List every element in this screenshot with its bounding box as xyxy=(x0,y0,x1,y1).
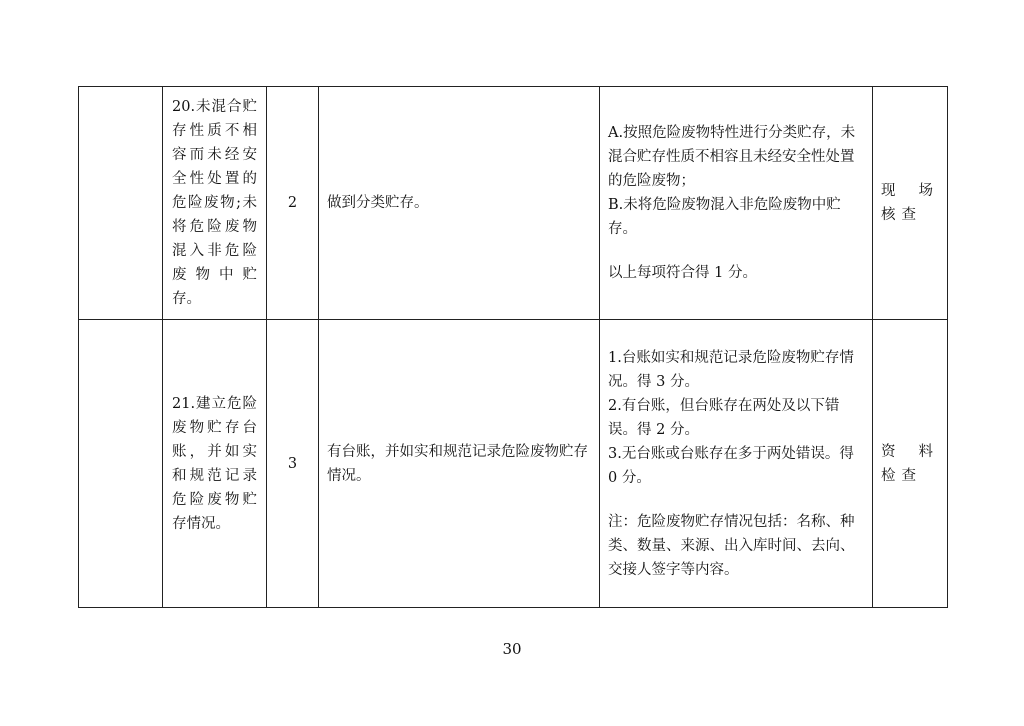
criteria-line: 3.无台账或台账存在多于两处错误。得 0 分。 xyxy=(608,445,854,486)
score-cell: 2 xyxy=(267,87,319,320)
category-cell xyxy=(79,320,163,608)
criteria-line: 1.台账如实和规范记录危险废物贮存情况。得 3 分。 xyxy=(608,349,854,390)
assessment-table xyxy=(78,86,948,608)
item-cell: 20.未混合贮存性质不相容而未经安全性处置的危险废物;未将危险废物混入非危险废物中贮存。 xyxy=(163,87,267,320)
criteria-cell xyxy=(600,87,873,320)
page-number: 30 xyxy=(502,640,522,658)
method-cell: 现场核查 xyxy=(873,87,948,320)
category-cell xyxy=(79,87,163,320)
method-cell: 资料检查 xyxy=(873,320,948,608)
criteria-line: 以上每项符合得 1 分。 xyxy=(608,265,757,281)
criteria-cell xyxy=(600,320,873,608)
criteria-line: 注：危险废物贮存情况包括：名称、种类、数量、来源、出入库时间、去向、交接人签字等内容。 xyxy=(608,513,855,578)
requirement-cell: 做到分类贮存。 xyxy=(319,87,600,320)
criteria-line: B.未将危险废物混入非危险废物中贮存。 xyxy=(608,197,841,237)
score-cell: 3 xyxy=(267,320,319,608)
table-row xyxy=(79,320,948,608)
item-cell: 21.建立危险废物贮存台账，并如实和规范记录危险废物贮存情况。 xyxy=(163,320,267,608)
table-row xyxy=(79,87,948,320)
criteria-line: A.按照危险废物特性进行分类贮存，未混合贮存性质不相容且未经安全性处置的危险废物； xyxy=(608,125,856,189)
requirement-cell: 有台账，并如实和规范记录危险废物贮存情况。 xyxy=(319,320,600,608)
criteria-line: 2.有台账，但台账存在两处及以下错误。得 2 分。 xyxy=(608,397,840,438)
